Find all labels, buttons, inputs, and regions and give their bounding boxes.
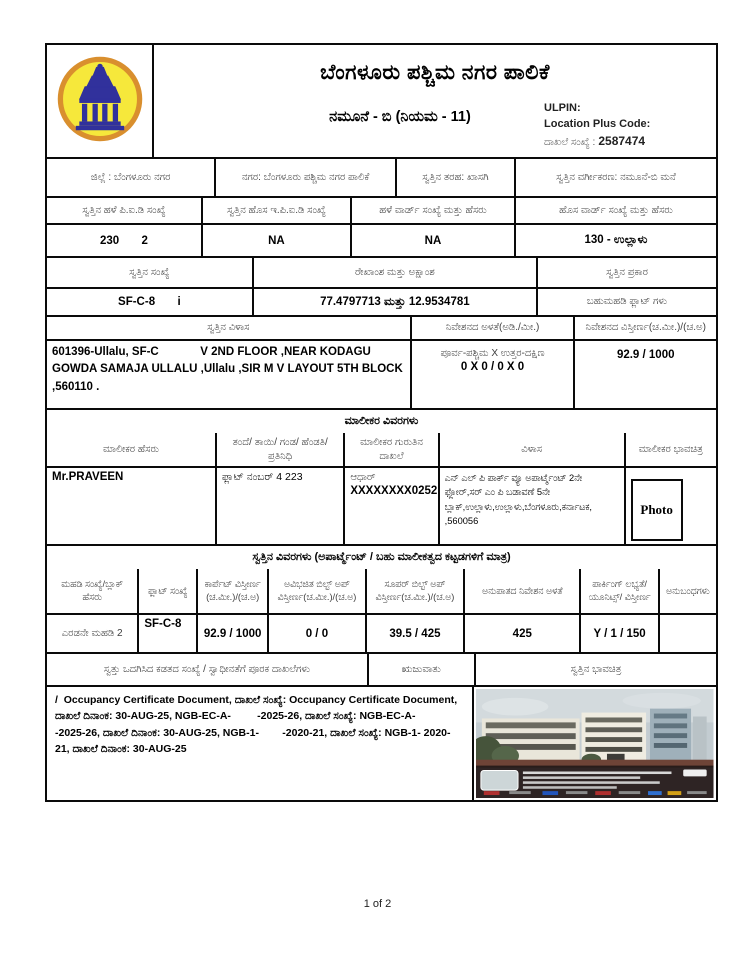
property-kind-cell: ಸ್ವತ್ತಿನ ತರಹ: ಖಾಸಗಿ: [395, 159, 514, 196]
property-number-value: SF-C-8 i: [118, 296, 181, 308]
carpet-area-value: 92.9 / 1000: [196, 615, 267, 652]
new-ward-value: 130 - ಉಲ್ಲಾಳು: [514, 225, 716, 256]
site-area-value: 92.9 / 1000: [573, 341, 715, 408]
pid-ward-table: [45, 196, 718, 258]
document-number-value: 2587474: [598, 134, 646, 149]
floor-block-header: ಮಹಡಿ ಸಂಖ್ಯೆ/ಬ್ಲಾಕ್ ಹೆಸರು: [61, 579, 124, 602]
floor-block-value: ಎರಡನೇ ಮಹಡಿ 2: [61, 627, 123, 639]
form-number: ನಮೂನೆ - ಬಿ (ನಿಯಮ - 11): [329, 109, 471, 125]
page-title: ಬೆಂಗಳೂರು ಪಶ್ಚಿಮ ನಗರ ಪಾಲಿಕೆ: [320, 61, 550, 84]
property-type-header: ಸ್ವತ್ತಿನ ಪ್ರಕಾರ: [536, 258, 716, 287]
property-photo-header: ಸ್ವತ್ತಿನ ಭಾವಚಿತ್ರ: [474, 654, 716, 685]
form-b-document: [45, 45, 718, 802]
location-plus-code-label: Location Plus Code:: [544, 118, 651, 131]
flat-number-value: SF-C-8: [137, 615, 196, 652]
parking-value: Y / 1 / 150: [579, 615, 657, 652]
owner-address-header: ವಿಳಾಸ: [438, 433, 624, 466]
new-epid-header: ಸ್ವತ್ತಿನ ಹೊಸ ಇ.ಪಿ.ಐ.ಡಿ ಸಂಖ್ಯೆ: [201, 198, 350, 223]
proportionate-site-value: 425: [463, 615, 579, 652]
new-ward-header: ಹೊಸ ವಾರ್ಡ್ ಸಂಖ್ಯೆ ಮತ್ತು ಹೆಸರು: [514, 198, 716, 223]
lat-long-header: ರೇಖಾಂಶ ಮತ್ತು ಅಕ್ಷಾಂಶ: [252, 258, 536, 287]
owner-id-header: ಮಾಲೀಕರ ಗುರುತಿನ ದಾಖಲೆ: [343, 433, 437, 466]
carpet-area-header: ಕಾರ್ಪೆಟ್ ವಿಸ್ತೀರ್ಣ (ಚ.ಮೀ.)/(ಚ.ಅ): [196, 569, 267, 613]
owner-address-value: ಎನ್ ಎಲ್ ಪಿ ಪಾರ್ಕ್ ವ್ಯೂ ಅಪಾರ್ಟ್ಮೆಂಟ್ 2ನೇ ಫ್ಲೋರ್,ಸರ್ ಎಂ ಪಿ ಬಡಾವಣೆ 5ನೇ ಬ್ಲಾಕ್,ಉಲ್ಲಾಳು,ಉಲ್ಲಾಳು,ಬೆಂಗಳೂರು,ಕರ್ನಾಟಕ, ,560056: [438, 468, 624, 544]
owner-photo-placeholder: Photo: [631, 479, 683, 541]
building-photo-graphic: [476, 689, 714, 798]
owner-photo-cell: [624, 468, 716, 544]
flat-number-header: ಫ್ಲಾಟ್ ಸಂಖ್ಯೆ: [137, 569, 196, 613]
proportionate-site-header: ಅನುಪಾತದ ನಿವೇಶನ ಅಳತೆ: [463, 569, 579, 613]
lat-long-value: 77.4797713 ಮತ್ತು 12.9534781: [252, 289, 536, 315]
annexures-header: ಅನುಬಂಧಗಳು: [658, 569, 716, 613]
owner-name-value: Mr.PRAVEEN: [52, 471, 124, 483]
property-address-header: ಸ್ವತ್ತಿನ ವಿಳಾಸ: [207, 322, 250, 334]
document-number-line: [544, 133, 704, 151]
site-measure-header: ನಿವೇಶನದ ಅಳತೆ(ಅಡಿ./ಮೀ.): [410, 317, 574, 339]
super-builtup-value: 39.5 / 425: [365, 615, 463, 652]
site-measure-axes-label: ಪೂರ್ವ-ಪಶ್ಚಿಮ X ಉತ್ತರ-ದಕ್ಷಿಣ: [440, 348, 545, 359]
undivided-builtup-value: 0 / 0: [267, 615, 365, 652]
ulpin-block: [544, 101, 704, 151]
old-ward-header: ಹಳೆ ವಾರ್ಡ್ ಸಂಖ್ಯೆ ಮತ್ತು ಹೆಸರು: [350, 198, 514, 223]
old-pid-value: 230 2: [99, 234, 148, 247]
site-area-header: ನಿವೇಶನದ ವಿಸ್ತೀರ್ಣ(ಚ.ಮೀ.)/(ಚ.ಅ): [573, 317, 715, 339]
site-measure-value: [410, 341, 574, 408]
apartment-details-section: [45, 544, 718, 802]
logo-cell: [47, 45, 154, 157]
location-info-table: [45, 157, 718, 198]
owner-details-section: [45, 408, 718, 546]
city-cell: ನಗರ: ಬೆಂಗಳೂರು ಪಶ್ಚಿಮ ನಗರ ಪಾಲಿಕೆ: [214, 159, 395, 196]
owner-relation-header: ತಂದೆ/ ತಾಯಿ/ ಗಂಡ/ ಹೆಂಡತಿ/ ಪ್ರತಿನಿಧಿ: [215, 433, 343, 466]
district-cell: ಜಿಲ್ಲೆ : ಬೆಂಗಳೂರು ನಗರ: [90, 171, 171, 183]
super-builtup-header: ಸೂಪರ್ ಬಿಲ್ಟ್ ಅಪ್ ವಿಸ್ತೀರ್ಣ(ಚ.ಮೀ.)/(ಚ.ಅ): [365, 569, 463, 613]
ulpin-label: ULPIN:: [544, 102, 581, 115]
property-photo: [472, 687, 716, 800]
classification-cell: ಸ್ವತ್ತಿನ ವರ್ಗೀಕರಣ: ನಮೂನೆ-ಬಿ ಮನೆ: [514, 159, 716, 196]
header-titles: [154, 45, 716, 157]
page-number: 1 of 2: [363, 898, 392, 910]
proof-header: ಋಜುವಾತು: [367, 654, 474, 685]
owner-id-value: [343, 468, 437, 544]
owner-photo-header: ಮಾಲೀಕರ ಭಾವಚಿತ್ರ: [624, 433, 716, 466]
parking-header: ಪಾರ್ಕಿಂಗ್ ಲಭ್ಯತೆ/ಯೂನಿಟ್ಸ್/ ವಿಸ್ತೀರ್ಣ: [579, 569, 657, 613]
municipality-emblem-icon: [56, 55, 144, 148]
annexures-value: [658, 615, 716, 652]
apartment-section-title: ಸ್ವತ್ತಿನ ವಿವರಗಳು (ಅಪಾರ್ಟ್ಮೆಂಟ್ / ಬಹು ಮಾಲೀಕತ್ವದ ಕಟ್ಟಡಗಳಿಗೆ ಮಾತ್ರ): [252, 551, 511, 563]
property-address-value: 601396-Ullalu, SF-C V 2ND FLOOR ,NEAR KODAGU GOWDA SAMAJA ULLALU ,Ullalu ,SIR M V LAYOUT 5TH BLOCK ,560110 .: [52, 346, 406, 393]
possession-docs-header: ಸ್ವತ್ತು ಒದಗಿಸಿದ ಕಡತದ ಸಂಖ್ಯೆ / ಸ್ವಾಧೀನತೆಗೆ ಪೂರಕ ದಾಖಲೆಗಳು: [103, 663, 311, 675]
document-number-label: ದಾಖಲೆ ಸಂಖ್ಯೆ :: [544, 137, 596, 149]
owner-section-title: ಮಾಲೀಕರ ವಿವರಗಳು: [344, 415, 419, 427]
property-number-header: ಸ್ವತ್ತಿನ ಸಂಖ್ಯೆ: [129, 266, 170, 278]
old-pid-header: ಸ್ವತ್ತಿನ ಹಳೆ ಪಿ.ಐ.ಡಿ ಸಂಖ್ಯೆ: [82, 204, 166, 216]
property-type-value: ಬಹುಮಹಡಿ ಫ್ಲಾಟ್ ಗಳು: [536, 289, 716, 315]
property-number-table: [45, 256, 718, 410]
owner-name-header: ಮಾಲೀಕರ ಹೆಸರು: [102, 443, 159, 455]
old-ward-value: NA: [350, 225, 514, 256]
site-measure-numbers: 0 X 0 / 0 X 0: [460, 360, 525, 373]
owner-id-number: XXXXXXXX0252: [350, 484, 438, 497]
occupancy-certificate-text: / Occupancy Certificate Document, ದಾಖಲೆ ಸಂಖ್ಯೆ: Occupancy Certificate Document, ದಾಖಲೆ ದಿನಾಂಕ: 30-AUG-25, NGB-EC-A- -2025-26, ದಾಖಲೆ ಸಂಖ್ಯೆ: NGB-EC-A- -2025-26, ದಾಖಲೆ ದಿನಾಂಕ: 30-AUG-25, NGB-1- -2020-21, ದಾಖಲೆ ಸಂಖ್ಯೆ: NGB-1- 2020-21, ದಾಖಲೆ ದಿನಾಂಕ: 30-AUG-25: [55, 694, 461, 755]
undivided-builtup-header: ಅವಿಭಜಿತ ಬಿಲ್ಟ್ ಅಪ್ ವಿಸ್ತೀರ್ಣ(ಚ.ಮೀ.)/(ಚ.ಅ): [267, 569, 365, 613]
owner-relation-value: ಫ್ಲಾಟ್ ನಂಬರ್ 4 223: [215, 468, 343, 544]
new-epid-value: NA: [201, 225, 350, 256]
owner-id-type: ಆಧಾರ್: [350, 472, 376, 483]
document-header: [45, 43, 718, 159]
